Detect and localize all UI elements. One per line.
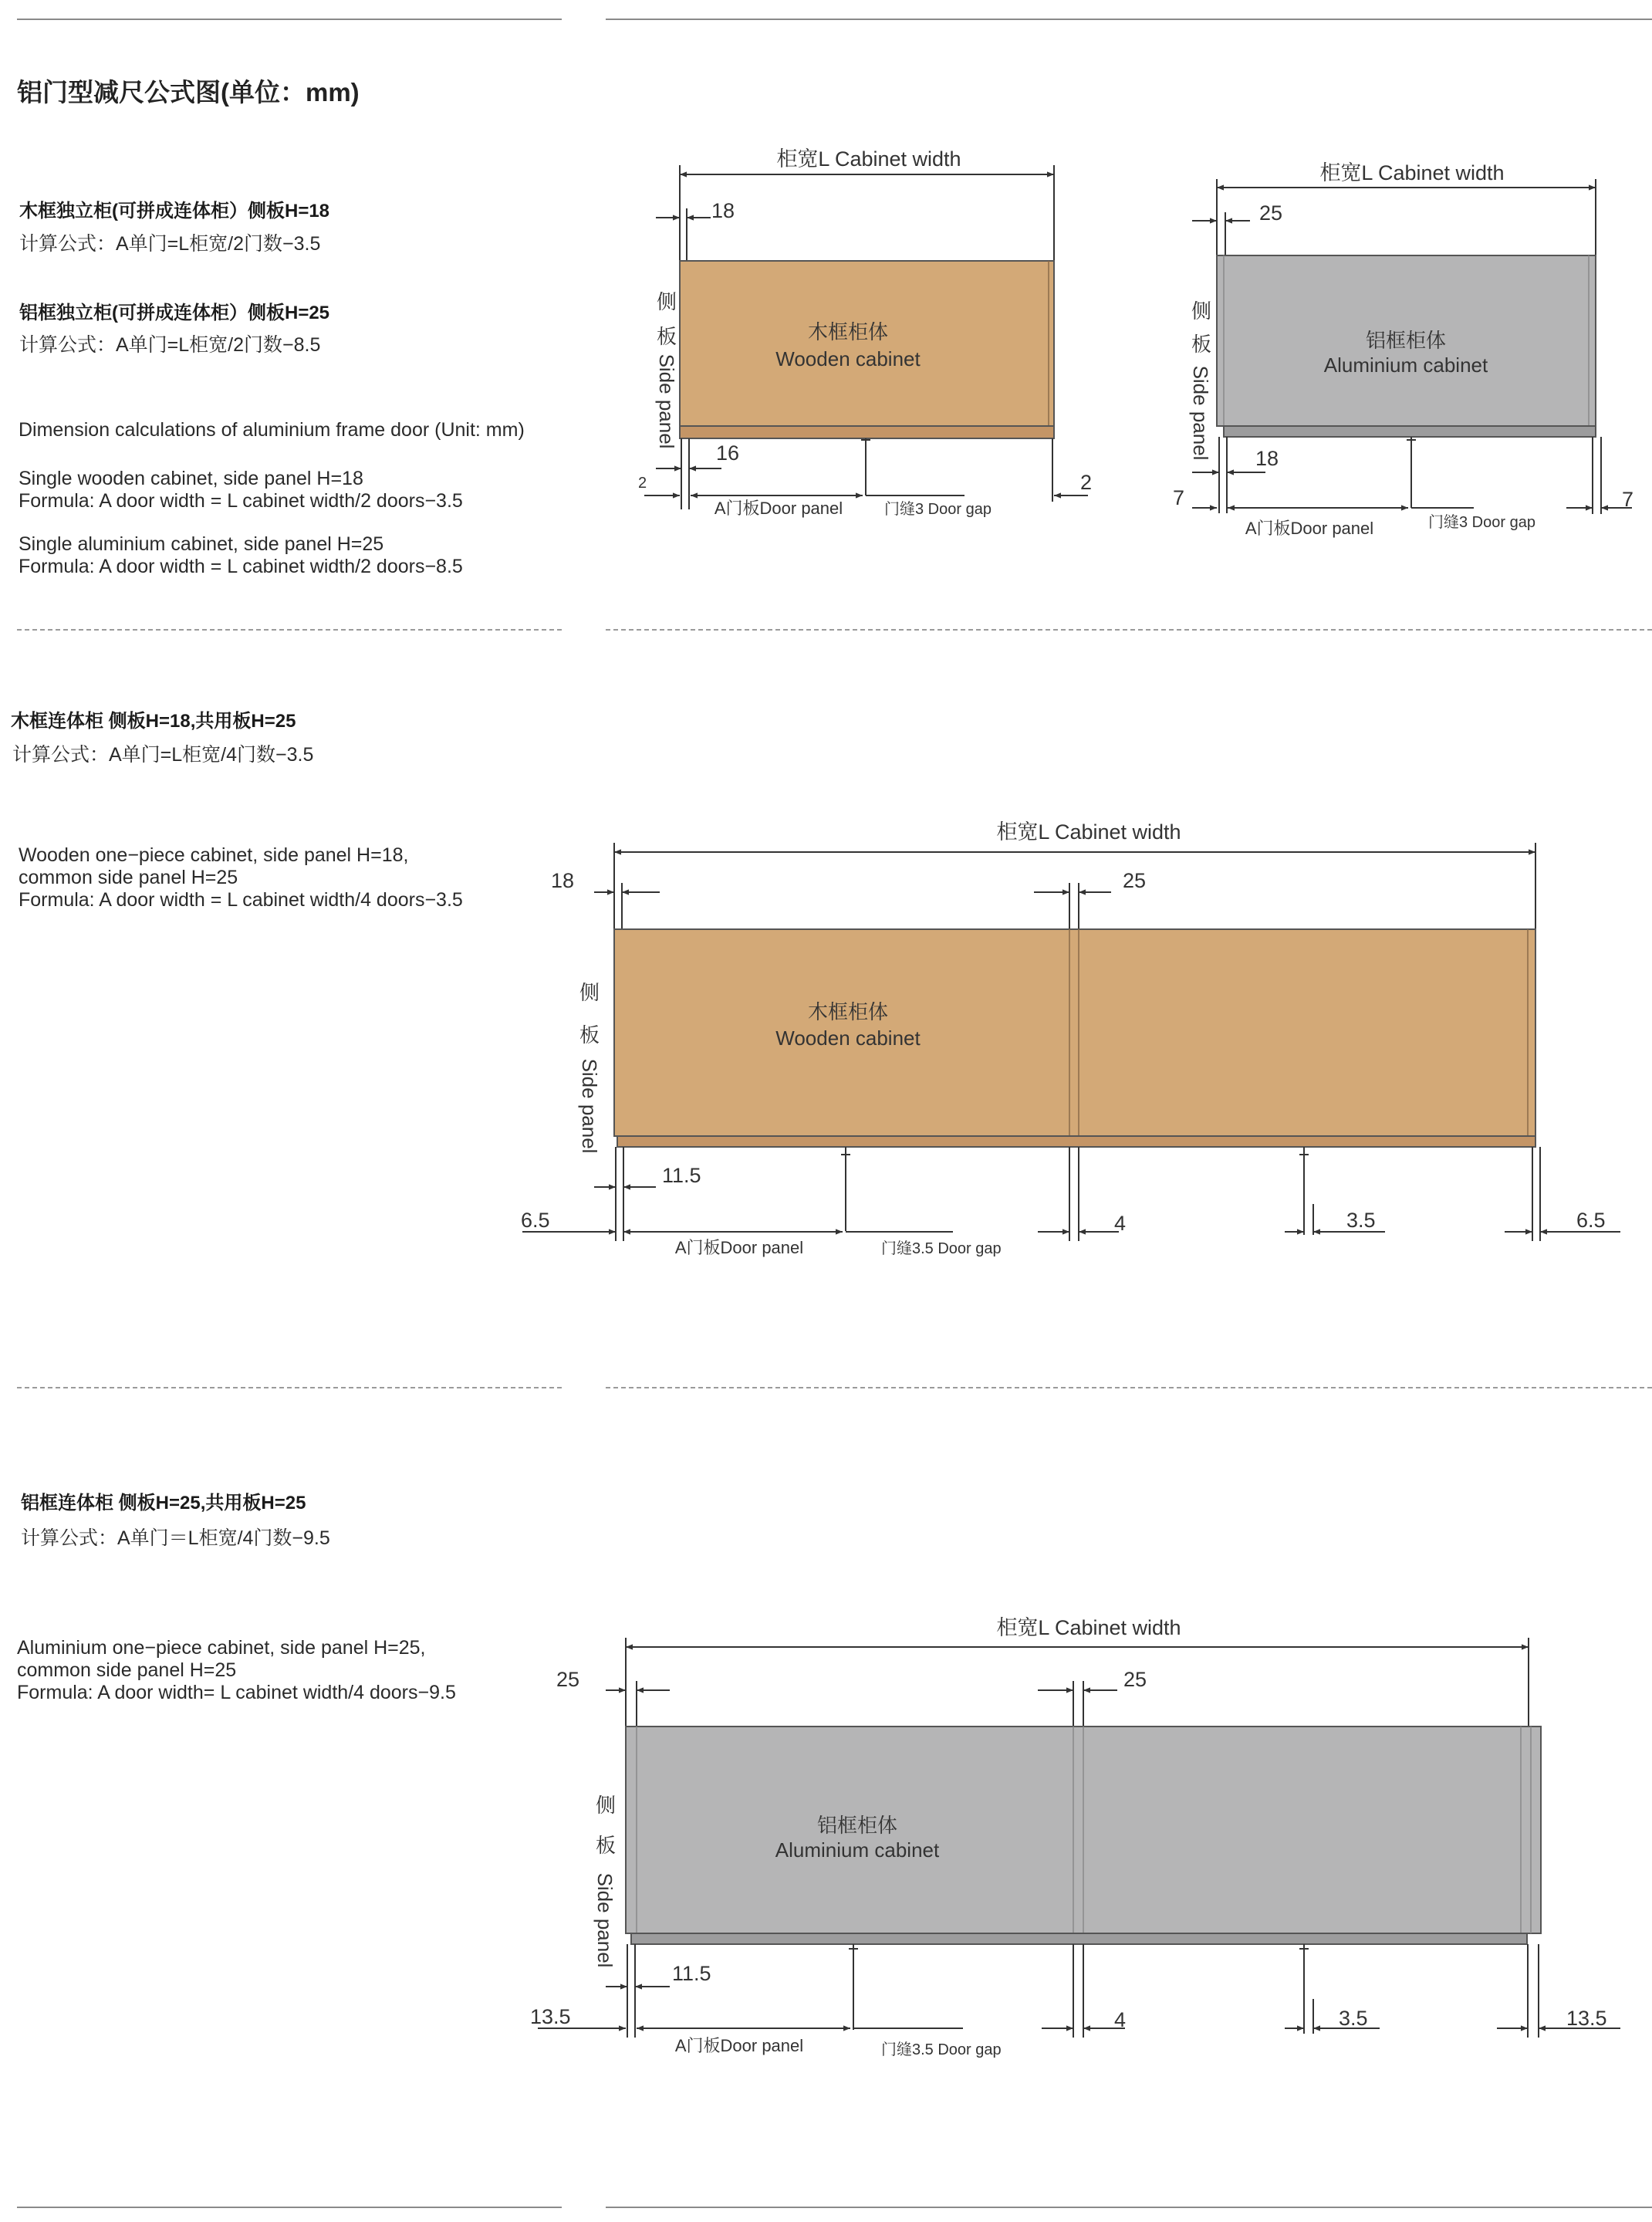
wood-onepiece-en-3: Formula: A door width = L cabinet width/4 doors−3.5	[19, 889, 463, 911]
door-panel-strip	[1224, 426, 1596, 437]
side-label-cn-2: 板	[656, 325, 677, 348]
dim-right: 6.5	[1576, 1209, 1606, 1232]
dim-center: 4	[1114, 1212, 1127, 1235]
door-panel-strip	[617, 1136, 1535, 1147]
alu-onepiece-formula: 计算公式：A单门＝L柜宽/4门数−9.5	[21, 1527, 330, 1549]
body-label-en: Wooden cabinet	[775, 1026, 921, 1050]
door-panel-label: A门板Door panel	[1245, 519, 1374, 538]
dim-right: 2	[1080, 471, 1093, 494]
side-label-cn-1: 侧	[656, 290, 677, 313]
dim-left: 6.5	[521, 1209, 550, 1232]
dim-top-left: 18	[551, 869, 575, 892]
cabinet-body	[680, 261, 1054, 426]
dim-right: 7	[1622, 488, 1634, 511]
body-label-cn: 木框柜体	[807, 1000, 889, 1023]
side-label-cn-2: 板	[579, 1023, 600, 1047]
alu-onepiece-en-1: Aluminium one−piece cabinet, side panel H=25,	[17, 1637, 426, 1659]
alu-single-heading: 铝框独立柜(可拼成连体柜）侧板H=25	[19, 303, 330, 323]
dim-top: 25	[1259, 201, 1283, 225]
body-label-en: Aluminium cabinet	[775, 1838, 940, 1862]
alu-single-formula: 计算公式：A单门=L柜宽/2门数−8.5	[19, 334, 321, 356]
side-label-en: Side panel	[593, 1872, 617, 1968]
wood-single-formula: 计算公式：A单门=L柜宽/2门数−3.5	[19, 233, 321, 255]
intro-en-alu-2: Formula: A door width = L cabinet width/2 doors−8.5	[19, 556, 463, 577]
dim-gap: 3.5	[1339, 2007, 1368, 2030]
side-label-en: Side panel	[578, 1058, 601, 1154]
wood-onepiece-heading: 木框连体柜 侧板H=18,共用板H=25	[11, 711, 296, 732]
body-label-en: Wooden cabinet	[775, 347, 921, 370]
wood-onepiece-en-2: common side panel H=25	[19, 867, 238, 888]
wood-single-heading: 木框独立柜(可拼成连体柜）侧板H=18	[19, 201, 330, 222]
dim-mid: 18	[1255, 447, 1279, 470]
body-label-cn: 铝框柜体	[816, 1814, 898, 1837]
door-gap-label: 门缝3 Door gap	[884, 501, 992, 518]
body-label-en: Aluminium cabinet	[1323, 353, 1488, 377]
intro-en-wood-1: Single wooden cabinet, side panel H=18	[19, 468, 363, 489]
side-label-cn-2: 板	[595, 1834, 617, 1857]
door-gap-label: 门缝3.5 Door gap	[881, 2041, 1002, 2058]
dim-top: 18	[711, 199, 735, 222]
alu-onepiece-en-2: common side panel H=25	[17, 1659, 237, 1681]
intro-en-wood-2: Formula: A door width = L cabinet width/2 doors−3.5	[19, 490, 463, 512]
body-label-cn: 铝框柜体	[1365, 329, 1447, 352]
door-gap-label: 门缝3 Door gap	[1428, 514, 1535, 531]
dim-mid: 11.5	[672, 1962, 711, 1985]
width-label: 柜宽L Cabinet width	[996, 1616, 1181, 1639]
dim-top-mid: 25	[1123, 869, 1147, 892]
wood-onepiece-en-1: Wooden one−piece cabinet, side panel H=18,	[19, 844, 409, 866]
dim-gap: 3.5	[1346, 1209, 1376, 1232]
door-gap-label: 门缝3.5 Door gap	[881, 1240, 1002, 1257]
dim-right: 13.5	[1566, 2007, 1607, 2030]
door-panel-label: A门板Door panel	[674, 1238, 804, 1257]
door-panel-label: A门板Door panel	[674, 2036, 804, 2055]
dim-top-left: 25	[556, 1668, 580, 1691]
side-label-cn-2: 板	[1191, 333, 1212, 356]
side-label-cn-1: 侧	[595, 1794, 617, 1817]
width-label: 柜宽L Cabinet width	[996, 820, 1181, 844]
width-label: 柜宽L Cabinet width	[1319, 161, 1505, 184]
intro-en-alu-1: Single aluminium cabinet, side panel H=25	[19, 533, 384, 555]
intro-en-title: Dimension calculations of aluminium frame door (Unit: mm)	[19, 419, 525, 441]
cabinet-body	[614, 929, 1535, 1136]
body-label-cn: 木框柜体	[807, 320, 889, 343]
door-panel-label: A门板Door panel	[714, 499, 843, 518]
dim-left: 13.5	[530, 2005, 571, 2028]
alu-onepiece-heading: 铝框连体柜 侧板H=25,共用板H=25	[21, 1493, 306, 1513]
side-label-cn-1: 侧	[1191, 299, 1212, 323]
dim-left: 2	[638, 475, 647, 492]
door-panel-strip	[631, 1933, 1527, 1944]
side-label-en: Side panel	[1189, 365, 1212, 461]
dim-left: 7	[1173, 486, 1185, 509]
width-label: 柜宽L Cabinet width	[776, 147, 961, 171]
dim-mid: 16	[716, 441, 740, 465]
page-title: 铝门型减尺公式图(单位：mm)	[17, 78, 360, 107]
side-label-en: Side panel	[655, 353, 678, 449]
dim-center: 4	[1114, 2008, 1127, 2031]
alu-onepiece-en-3: Formula: A door width= L cabinet width/4 doors−9.5	[17, 1682, 456, 1703]
dim-top-mid: 25	[1123, 1668, 1147, 1691]
door-panel-strip	[680, 426, 1054, 438]
wood-onepiece-formula: 计算公式：A单门=L柜宽/4门数−3.5	[12, 744, 314, 766]
dim-mid: 11.5	[662, 1164, 701, 1187]
side-label-cn-1: 侧	[579, 981, 600, 1004]
